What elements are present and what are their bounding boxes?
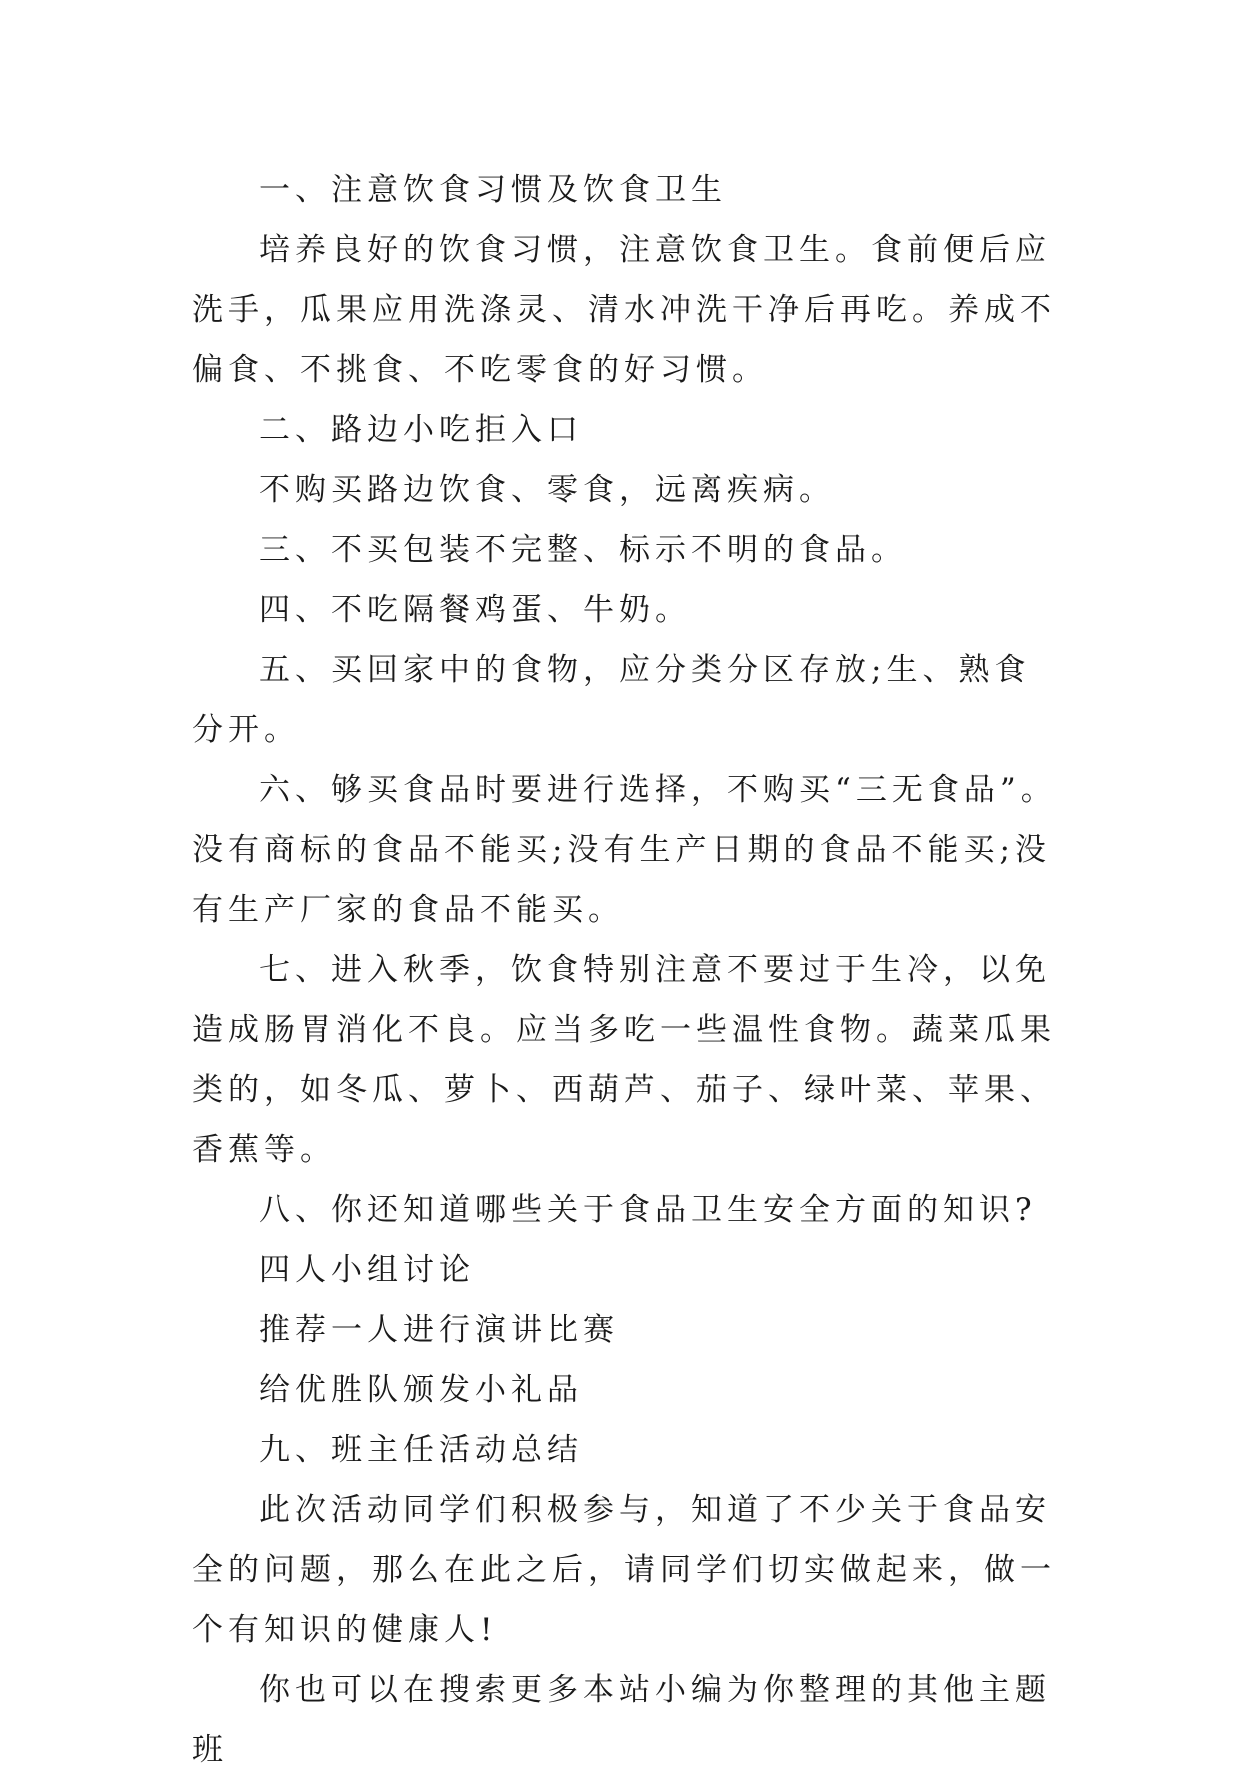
heading-diet-habits: 一、注意饮食习惯及饮食卫生	[259, 172, 727, 208]
line-prizes: 给优胜队颁发小礼品	[259, 1372, 583, 1408]
item-packaging: 三、不买包装不完整、标示不明的食品。	[259, 532, 907, 568]
heading-summary: 九、班主任活动总结	[259, 1432, 583, 1468]
line-group-discussion: 四人小组讨论	[259, 1252, 475, 1288]
item-three-no-food: 六、够买食品时要进行选择，不购买“三无食品”。没有商标的食品不能买;没有生产日期的食品不能买;没有生产厂家的食品不能买。	[192, 772, 1057, 928]
paragraph-more-topics: 你也可以在搜索更多本站小编为你整理的其他主题班	[192, 1672, 1051, 1768]
paragraph-street-food: 不购买路边饮食、零食，远离疾病。	[259, 472, 835, 508]
item-leftovers: 四、不吃隔餐鸡蛋、牛奶。	[259, 592, 691, 628]
paragraph-diet-habits: 培养良好的饮食习惯，注意饮食卫生。食前便后应洗手，瓜果应用洗涤灵、清水冲洗干净后再吃。养成不偏食、不挑食、不吃零食的好习惯。	[192, 232, 1056, 388]
item-storage: 五、买回家中的食物，应分类分区存放;生、熟食分开。	[192, 652, 1031, 748]
heading-more-knowledge: 八、你还知道哪些关于食品卫生安全方面的知识?	[259, 1192, 1037, 1228]
paragraph-summary: 此次活动同学们积极参与，知道了不少关于食品安全的问题，那么在此之后，请同学们切实做起来，做一个有知识的健康人!	[192, 1492, 1056, 1648]
line-speech-contest: 推荐一人进行演讲比赛	[259, 1312, 619, 1348]
item-autumn-diet: 七、进入秋季，饮食特别注意不要过于生冷，以免造成肠胃消化不良。应当多吃一些温性食物。蔬菜瓜果类的，如冬瓜、萝卜、西葫芦、茄子、绿叶菜、苹果、香蕉等。	[192, 952, 1056, 1168]
heading-street-food: 二、路边小吃拒入口	[259, 412, 583, 448]
document-body	[192, 160, 1062, 1780]
